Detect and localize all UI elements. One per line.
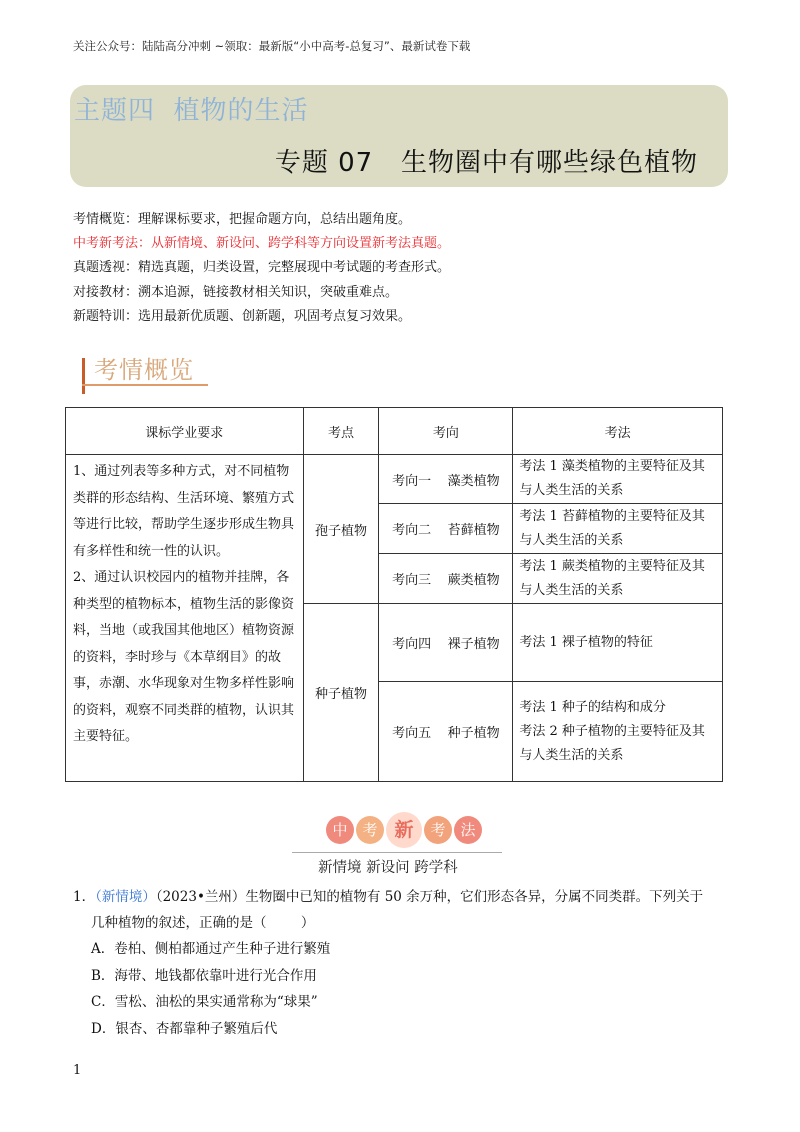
intro-line: 真题透视：精选真题，归类设置，完整展现中考试题的考查形式。 xyxy=(73,260,451,276)
method-text: 考法 1 裸子植物的特征 xyxy=(519,634,653,650)
intro-line: 考情概览：理解课标要求，把握命题方向，总结出题角度。 xyxy=(73,212,412,227)
table-row xyxy=(66,455,723,504)
answer-option-c: C．雪松、油松的果实通常称为“球果” xyxy=(91,994,318,1010)
theme-title: 主题四 植物的生活 xyxy=(74,96,309,126)
logo-divider xyxy=(292,852,502,853)
logo-char: 考 xyxy=(356,816,384,844)
section-heading xyxy=(70,344,220,390)
method-text: 考法 1 藻类植物的主要特征及其与人类生活的关系 xyxy=(519,459,705,498)
table-header-cell: 课标学业要求 xyxy=(66,408,304,455)
question-stem-continued: 几种植物的叙述，正确的是（ ） xyxy=(91,915,315,931)
method-text: 考法 1 苔藓植物的主要特征及其与人类生活的关系 xyxy=(519,508,705,548)
answer-option-a: A．卷柏、侧柏都通过产生种子进行繁殖 xyxy=(91,941,331,957)
method-cell xyxy=(513,554,723,604)
requirement-item: 1、通过列表等多种方式，对不同植物类群的形态结构、生活环境、繁殖方式等进行比较，帮助学生逐步形成生物具有多样性和统一性的认识。 xyxy=(73,464,295,559)
intro-list xyxy=(73,208,450,329)
method-text: 考法 2 种子植物的主要特征及其与人类生活的关系 xyxy=(519,723,705,763)
direction-cell: 考向一 藻类植物 xyxy=(379,455,513,504)
section-heading-label: 考情概览 xyxy=(94,356,194,384)
table-header-cell: 考点 xyxy=(303,408,379,455)
intro-line: 对接教材：溯本追源，链接教材相关知识，突破重难点。 xyxy=(73,284,399,300)
method-cell xyxy=(513,682,723,782)
new-exam-method-logo xyxy=(320,812,490,882)
exam-point-cell: 孢子植物 xyxy=(303,455,379,604)
table-header-row xyxy=(66,408,723,455)
method-cell xyxy=(513,504,723,554)
section-heading-bar xyxy=(82,358,85,394)
question-number: 1． xyxy=(73,889,96,905)
method-cell xyxy=(513,455,723,504)
header-note: 关注公众号：陆陆高分冲刺 ~领取：最新版“小中高考-总复习”、最新试卷下载 xyxy=(73,39,471,53)
topic-title: 专题 07 生物圈中有哪些绿色植物 xyxy=(274,148,698,178)
intro-line-highlight: 中考新考法：从新情境、新设问、跨学科等方向设置新考法真题。 xyxy=(73,236,451,252)
answer-option-b: B．海带、地钱都依靠叶进行光合作用 xyxy=(91,967,317,984)
logo-char: 法 xyxy=(454,816,482,844)
table-header-cell: 考法 xyxy=(513,408,723,455)
logo-char: 考 xyxy=(424,816,452,844)
direction-cell: 考向五 种子植物 xyxy=(379,682,513,782)
requirements-table xyxy=(65,407,723,782)
direction-cell: 考向三 蕨类植物 xyxy=(379,554,513,604)
intro-line: 新题特训：选用最新优质题、创新题，巩固考点复习效果。 xyxy=(73,308,412,324)
requirements-cell xyxy=(66,455,304,782)
logo-subtitle: 新情境 新设问 跨学科 xyxy=(318,860,458,876)
question-stem xyxy=(73,884,733,910)
logo-char-highlight: 新 xyxy=(386,812,422,848)
question-tag: （新情境） xyxy=(95,889,156,905)
question-1 xyxy=(73,884,733,1042)
requirement-item: 2、通过认识校园内的植物并挂牌，各种类型的植物标本，植物生活的影像资料，当地（或我国其他地区）植物资源的资料，李时珍与《本草纲目》的故事，赤潮、水华现象对生物多样性影响的资料，观察不同类群的植物，认识其主要特征。 xyxy=(73,570,295,744)
answer-option-d: D．银杏、杏都靠种子繁殖后代 xyxy=(91,1020,278,1037)
page-number: 1 xyxy=(73,1063,82,1078)
direction-cell: 考向四 裸子植物 xyxy=(379,604,513,682)
method-text: 考法 1 种子的结构和成分 xyxy=(519,699,666,715)
method-cell xyxy=(513,604,723,682)
logo-char: 中 xyxy=(326,816,354,844)
exam-point-cell: 种子植物 xyxy=(303,604,379,782)
method-text: 考法 1 蕨类植物的主要特征及其与人类生活的关系 xyxy=(519,558,705,598)
question-stem-text: （2023•兰州）生物圈中已知的植物有 50 余万种，它们形态各异，分属不同类群。下列关于 xyxy=(155,889,704,905)
direction-cell: 考向二 苔藓植物 xyxy=(379,504,513,554)
table-header-cell: 考向 xyxy=(379,408,513,455)
